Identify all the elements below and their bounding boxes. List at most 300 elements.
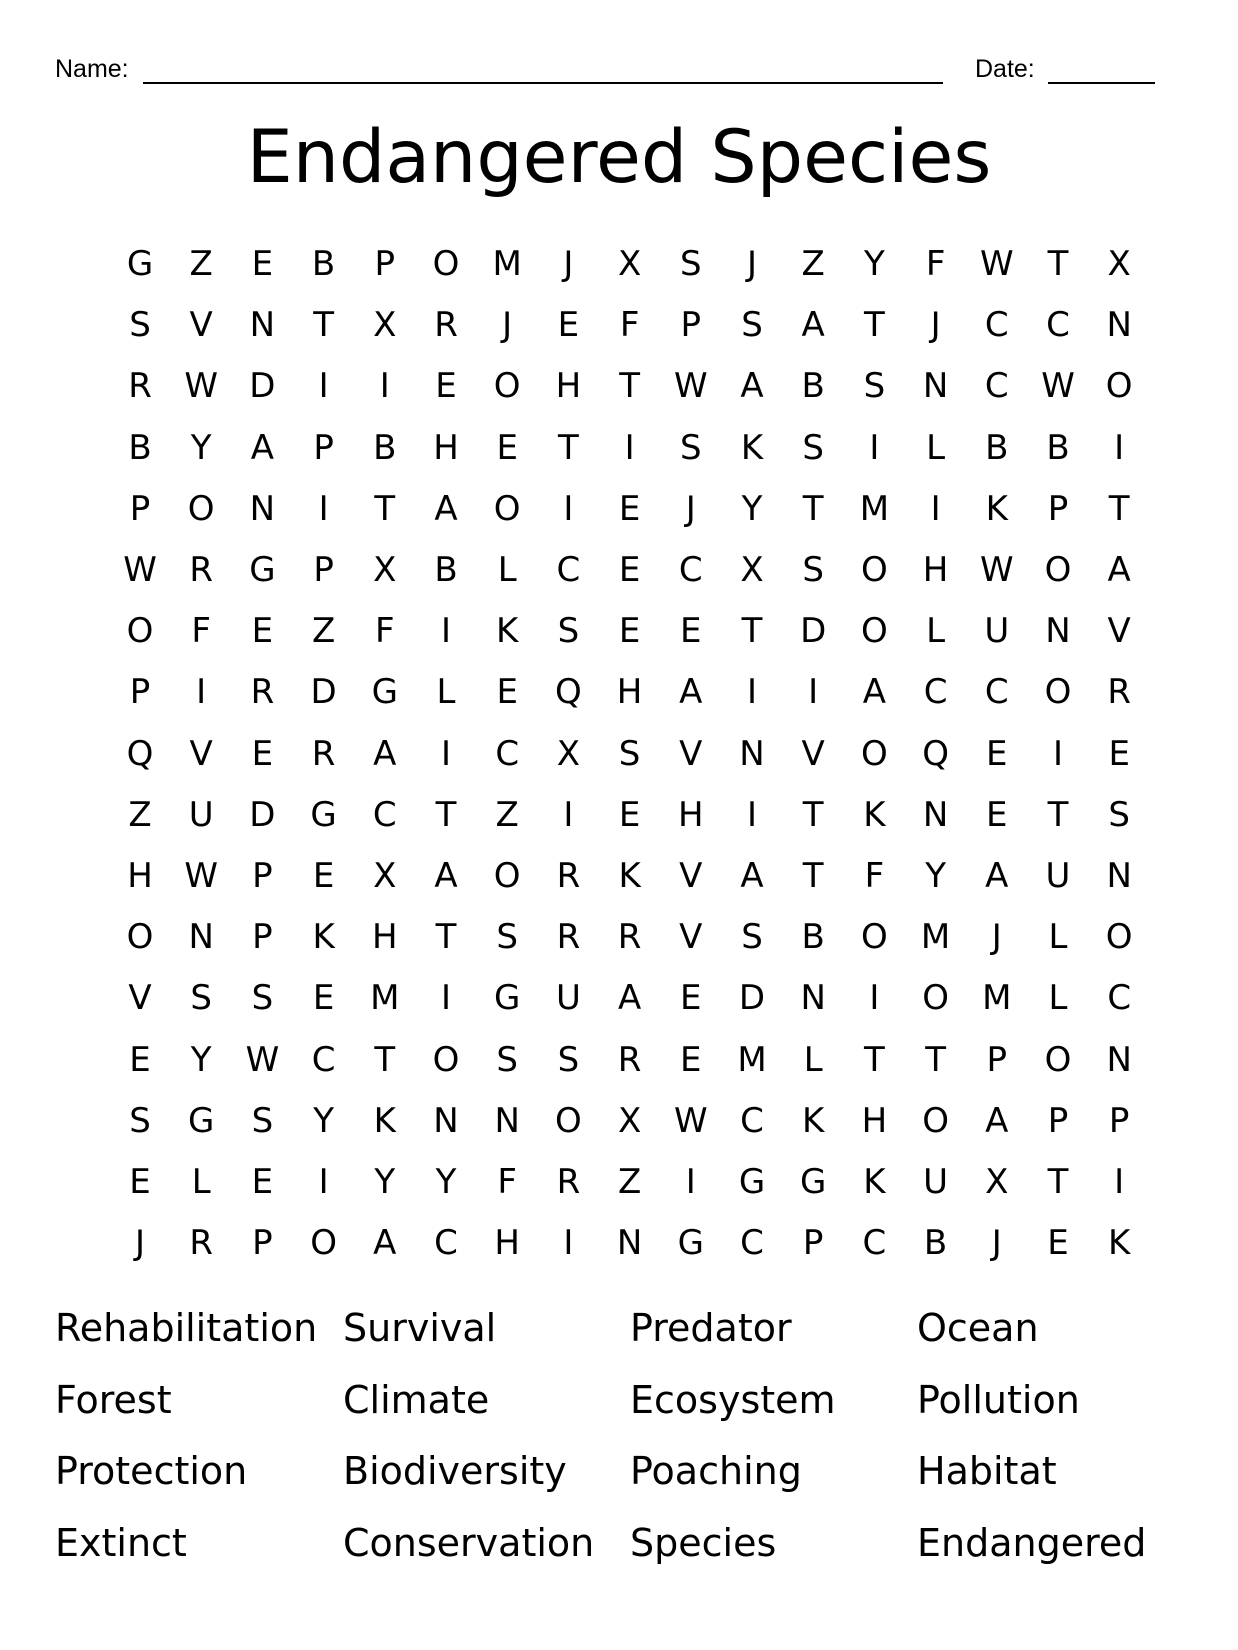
grid-letter[interactable]: B [923, 1223, 948, 1264]
grid-letter[interactable]: P [680, 305, 702, 346]
grid-letter[interactable]: T [802, 856, 824, 896]
grid-letter[interactable]: O [126, 611, 154, 652]
grid-letter[interactable]: W [1041, 366, 1075, 407]
grid-letter[interactable]: S [190, 978, 212, 1019]
grid-letter[interactable]: T [1047, 794, 1069, 835]
grid-letter[interactable]: K [618, 856, 641, 896]
grid-letter[interactable]: Z [617, 1162, 642, 1202]
grid-letter[interactable]: E [435, 366, 457, 407]
name-label: Name: [55, 55, 129, 83]
grid-letter[interactable]: O [310, 1223, 337, 1264]
grid-letter[interactable]: T [1047, 244, 1069, 284]
grid-letter[interactable]: S [802, 427, 824, 468]
grid-letter[interactable]: O [861, 611, 888, 652]
grid-letter[interactable]: R [556, 917, 581, 958]
grid-letter[interactable]: P [1047, 1100, 1069, 1141]
grid-letter[interactable]: E [618, 550, 641, 590]
grid-letter[interactable]: E [496, 427, 518, 468]
grid-letter[interactable]: K [1108, 1223, 1131, 1264]
grid-letter[interactable]: F [497, 1162, 517, 1202]
grid-letter[interactable]: E [129, 1162, 151, 1202]
grid-letter[interactable]: C [311, 1039, 336, 1080]
grid-letter[interactable]: U [984, 611, 1010, 652]
grid-letter[interactable]: Z [495, 794, 519, 835]
grid-letter[interactable]: J [502, 305, 513, 346]
grid-letter[interactable]: Y [190, 1039, 212, 1080]
grid-letter[interactable]: G [249, 550, 276, 590]
grid-letter[interactable]: E [312, 978, 335, 1019]
grid-letter[interactable]: O [1044, 1039, 1072, 1080]
grid-letter[interactable]: T [1047, 1162, 1069, 1202]
grid-letter[interactable]: Z [128, 794, 152, 835]
grid-letter[interactable]: O [493, 856, 521, 896]
grid-letter[interactable]: W [673, 1100, 708, 1141]
grid-letter[interactable]: T [802, 488, 824, 529]
grid-letter[interactable]: V [189, 305, 213, 346]
grid-letter[interactable]: V [1107, 611, 1131, 652]
grid-letter[interactable]: C [434, 1223, 458, 1264]
grid-letter[interactable]: M [859, 488, 890, 529]
grid-letter[interactable]: I [318, 488, 329, 529]
grid-letter[interactable]: K [863, 1162, 886, 1202]
word-list-item: Extinct [55, 1520, 187, 1565]
grid-letter[interactable]: D [249, 794, 276, 835]
grid-letter[interactable]: I [930, 488, 941, 529]
grid-letter[interactable]: D [249, 366, 276, 407]
grid-letter[interactable]: P [802, 1223, 824, 1264]
grid-letter[interactable]: M [370, 978, 400, 1019]
grid-letter[interactable]: E [1108, 733, 1130, 774]
grid-letter[interactable]: I [563, 1223, 574, 1264]
word-list-item: Habitat [917, 1449, 1057, 1493]
grid-letter[interactable]: G [310, 794, 337, 835]
grid-letter[interactable]: D [738, 978, 766, 1019]
grid-letter[interactable]: W [245, 1039, 280, 1080]
grid-letter[interactable]: B [434, 550, 458, 590]
grid-letter[interactable]: I [318, 366, 329, 407]
grid-letter[interactable]: S [557, 1039, 580, 1080]
grid-letter[interactable]: F [619, 305, 640, 346]
grid-letter[interactable]: F [375, 611, 395, 652]
grid-letter[interactable]: L [436, 672, 456, 713]
grid-letter[interactable]: K [496, 611, 519, 652]
grid-letter[interactable]: X [373, 550, 397, 590]
grid-letter[interactable]: U [1045, 856, 1071, 896]
grid-letter[interactable]: P [252, 1223, 273, 1264]
grid-letter[interactable]: R [556, 1162, 581, 1202]
grid-letter[interactable]: S [129, 1100, 151, 1141]
grid-letter[interactable]: E [680, 1039, 702, 1080]
grid-letter[interactable]: J [991, 1223, 1002, 1264]
grid-letter[interactable]: D [310, 672, 337, 713]
grid-letter[interactable]: C [678, 550, 703, 590]
grid-letter[interactable]: P [313, 427, 334, 468]
grid-letter[interactable]: C [862, 1223, 887, 1264]
grid-letter[interactable]: T [374, 1039, 396, 1080]
grid-letter[interactable]: B [1046, 427, 1070, 468]
word-list-item: Pollution [917, 1377, 1080, 1422]
grid-letter[interactable]: C [923, 672, 948, 713]
grid-letter[interactable]: S [251, 1100, 274, 1141]
grid-letter[interactable]: F [191, 611, 211, 652]
grid-letter[interactable]: B [801, 917, 825, 958]
grid-letter[interactable]: O [861, 550, 888, 590]
grid-letter[interactable]: J [563, 244, 574, 284]
grid-letter[interactable]: C [740, 1100, 764, 1141]
grid-letter[interactable]: Q [126, 733, 154, 774]
grid-letter[interactable]: T [558, 427, 579, 468]
grid-letter[interactable]: N [1045, 611, 1071, 652]
grid-letter[interactable]: A [434, 488, 458, 529]
grid-letter[interactable]: O [861, 917, 888, 958]
grid-letter[interactable]: Y [435, 1162, 457, 1202]
grid-letter[interactable]: N [922, 366, 949, 407]
grid-letter[interactable]: N [739, 733, 765, 774]
grid-letter[interactable]: X [373, 856, 397, 896]
page-title: Endangered Species [246, 115, 992, 200]
grid-letter[interactable]: O [861, 733, 888, 774]
grid-letter[interactable]: O [1105, 917, 1133, 958]
grid-letter[interactable]: E [986, 733, 1008, 774]
grid-letter[interactable]: A [862, 672, 887, 713]
grid-letter[interactable]: I [746, 672, 758, 713]
grid-letter[interactable]: H [678, 794, 704, 835]
grid-letter[interactable]: L [926, 427, 946, 468]
word-list-item: Survival [343, 1306, 497, 1350]
grid-letter[interactable]: E [251, 244, 274, 284]
grid-letter[interactable]: Z [189, 244, 213, 284]
grid-letter[interactable]: O [126, 917, 154, 958]
grid-letter[interactable]: A [373, 1223, 397, 1264]
grid-letter[interactable]: K [740, 427, 764, 468]
grid-letter[interactable]: I [1114, 1162, 1125, 1202]
grid-letter[interactable]: P [252, 856, 273, 896]
grid-letter[interactable]: V [128, 978, 152, 1019]
grid-letter[interactable]: I [440, 733, 452, 774]
grid-letter[interactable]: L [191, 1162, 211, 1202]
grid-letter[interactable]: T [435, 794, 457, 835]
word-list-item: Protection [55, 1449, 248, 1493]
grid-letter[interactable]: G [494, 978, 521, 1019]
grid-letter[interactable]: G [371, 672, 398, 713]
grid-letter[interactable]: B [311, 244, 336, 284]
grid-letter[interactable]: S [741, 917, 763, 958]
grid-letter[interactable]: R [128, 366, 152, 407]
grid-letter[interactable]: I [563, 488, 574, 529]
grid-letter[interactable]: A [801, 305, 825, 346]
grid-letter[interactable]: K [863, 794, 886, 835]
grid-letter[interactable]: A [1107, 550, 1131, 590]
grid-letter[interactable]: N [249, 305, 276, 346]
grid-letter[interactable]: N [800, 978, 826, 1019]
grid-letter[interactable]: I [196, 672, 207, 713]
grid-letter[interactable]: Y [313, 1100, 334, 1141]
grid-letter[interactable]: L [926, 611, 946, 652]
grid-letter[interactable]: N [1106, 856, 1132, 896]
grid-letter[interactable]: R [617, 1039, 642, 1080]
grid-letter[interactable]: G [188, 1100, 215, 1141]
grid-letter[interactable]: E [680, 978, 702, 1019]
grid-letter[interactable]: C [984, 305, 1009, 346]
grid-letter[interactable]: C [1107, 978, 1132, 1019]
grid-letter[interactable]: R [434, 305, 458, 346]
grid-letter[interactable]: W [979, 550, 1014, 590]
grid-letter[interactable]: R [189, 1223, 213, 1264]
grid-letter[interactable]: M [492, 244, 522, 284]
grid-letter[interactable]: Y [864, 244, 885, 284]
grid-letter[interactable]: S [802, 550, 824, 590]
grid-letter[interactable]: X [617, 1100, 642, 1141]
grid-letter[interactable]: S [557, 611, 580, 652]
grid-letter[interactable]: A [985, 1100, 1009, 1141]
grid-letter[interactable]: N [249, 488, 276, 529]
grid-letter[interactable]: E [557, 305, 580, 346]
grid-letter[interactable]: R [617, 917, 642, 958]
grid-letter[interactable]: C [1046, 305, 1070, 346]
grid-letter[interactable]: P [1108, 1100, 1130, 1141]
grid-letter[interactable]: H [922, 550, 949, 590]
grid-letter[interactable]: S [1108, 794, 1130, 835]
grid-letter[interactable]: A [679, 672, 703, 713]
grid-letter[interactable]: Y [190, 427, 212, 468]
grid-letter[interactable]: I [379, 366, 390, 407]
grid-letter[interactable]: E [618, 488, 641, 529]
grid-letter[interactable]: H [616, 672, 643, 713]
grid-letter[interactable]: K [312, 917, 335, 958]
grid-letter[interactable]: E [251, 1162, 274, 1202]
grid-letter[interactable]: B [128, 427, 152, 468]
grid-letter[interactable]: C [984, 672, 1009, 713]
grid-letter[interactable]: T [864, 1039, 885, 1080]
grid-letter[interactable]: J [134, 1223, 146, 1264]
grid-letter[interactable]: H [494, 1223, 520, 1264]
grid-letter[interactable]: X [617, 244, 642, 284]
grid-letter[interactable]: O [922, 978, 949, 1019]
grid-letter[interactable]: R [1107, 672, 1131, 713]
grid-letter[interactable]: S [680, 427, 702, 468]
grid-letter[interactable]: O [922, 1100, 949, 1141]
grid-letter[interactable]: I [869, 978, 880, 1019]
grid-letter[interactable]: L [1048, 917, 1068, 958]
grid-letter[interactable]: S [680, 244, 702, 284]
grid-letter[interactable]: Y [741, 488, 763, 529]
grid-letter[interactable]: X [373, 305, 397, 346]
grid-letter[interactable]: M [920, 917, 951, 958]
grid-letter[interactable]: O [1044, 550, 1072, 590]
grid-letter[interactable]: V [801, 733, 825, 774]
grid-letter[interactable]: A [617, 978, 642, 1019]
grid-letter[interactable]: X [1107, 244, 1131, 284]
grid-letter[interactable]: E [312, 856, 335, 896]
grid-letter[interactable]: K [802, 1100, 825, 1141]
grid-letter[interactable]: J [685, 488, 696, 529]
grid-letter[interactable]: N [433, 1100, 459, 1141]
grid-letter[interactable]: H [861, 1100, 888, 1141]
grid-letter[interactable]: G [677, 1223, 704, 1264]
grid-letter[interactable]: O [1105, 366, 1133, 407]
grid-letter[interactable]: I [869, 427, 880, 468]
grid-letter[interactable]: I [440, 611, 452, 652]
grid-letter[interactable]: C [984, 366, 1009, 407]
grid-letter[interactable]: I [318, 1162, 329, 1202]
grid-letter[interactable]: B [985, 427, 1009, 468]
grid-letter[interactable]: N [494, 1100, 520, 1141]
grid-letter[interactable]: P [313, 550, 334, 590]
grid-letter[interactable]: O [432, 1039, 460, 1080]
grid-letter[interactable]: T [619, 366, 640, 407]
grid-letter[interactable]: V [679, 917, 703, 958]
grid-letter[interactable]: U [555, 978, 581, 1019]
grid-letter[interactable]: S [129, 305, 151, 346]
grid-letter[interactable]: X [740, 550, 764, 590]
grid-letter[interactable]: O [1044, 672, 1072, 713]
grid-letter[interactable]: A [434, 856, 458, 896]
grid-letter[interactable]: U [188, 794, 214, 835]
grid-letter[interactable]: P [374, 244, 396, 284]
grid-letter[interactable]: F [864, 856, 885, 896]
grid-letter[interactable]: C [372, 794, 397, 835]
grid-letter[interactable]: B [373, 427, 397, 468]
grid-letter[interactable]: J [991, 917, 1002, 958]
grid-letter[interactable]: G [738, 1162, 766, 1202]
grid-letter[interactable]: Y [925, 856, 946, 896]
grid-letter[interactable]: R [250, 672, 275, 713]
word-list-item: Ecosystem [630, 1377, 836, 1422]
grid-letter[interactable]: S [618, 733, 641, 774]
grid-letter[interactable]: R [556, 856, 581, 896]
word-list-item: Poaching [630, 1449, 802, 1493]
grid-letter[interactable]: J [930, 305, 941, 346]
grid-letter[interactable]: E [1047, 1223, 1069, 1264]
grid-letter[interactable]: M [982, 978, 1012, 1019]
grid-letter[interactable]: A [985, 856, 1009, 896]
grid-letter[interactable]: O [187, 488, 215, 529]
grid-letter[interactable]: S [741, 305, 763, 346]
grid-letter[interactable]: K [985, 488, 1008, 529]
grid-letter[interactable]: G [126, 244, 154, 284]
grid-letter[interactable]: W [184, 856, 218, 896]
grid-letter[interactable]: I [563, 794, 574, 835]
grid-letter[interactable]: N [616, 1223, 643, 1264]
grid-letter[interactable]: E [129, 1039, 151, 1080]
grid-letter[interactable]: T [741, 611, 763, 652]
grid-letter[interactable]: M [737, 1039, 767, 1080]
grid-letter[interactable]: P [986, 1039, 1008, 1080]
grid-letter[interactable]: V [189, 733, 213, 774]
grid-letter[interactable]: E [618, 794, 641, 835]
grid-letter[interactable]: H [372, 917, 398, 958]
grid-letter[interactable]: P [129, 672, 151, 713]
grid-letter[interactable]: L [497, 550, 517, 590]
grid-letter[interactable]: E [251, 611, 274, 652]
grid-letter[interactable]: O [555, 1100, 582, 1141]
grid-letter[interactable]: A [740, 856, 764, 896]
grid-letter[interactable]: P [129, 488, 151, 529]
grid-letter[interactable]: S [863, 366, 886, 407]
grid-letter[interactable]: B [801, 366, 825, 407]
grid-letter[interactable]: N [1106, 1039, 1132, 1080]
grid-letter[interactable]: N [1106, 305, 1132, 346]
grid-letter[interactable]: T [435, 917, 457, 958]
grid-letter[interactable]: T [802, 794, 824, 835]
grid-letter[interactable]: S [496, 917, 518, 958]
grid-letter[interactable]: S [251, 978, 274, 1019]
grid-letter[interactable]: S [496, 1039, 518, 1080]
grid-letter[interactable]: I [440, 978, 452, 1019]
grid-letter[interactable]: O [493, 366, 521, 407]
grid-letter[interactable]: O [432, 244, 460, 284]
grid-letter[interactable]: X [556, 733, 581, 774]
grid-letter[interactable]: F [925, 244, 946, 284]
grid-letter[interactable]: W [184, 366, 218, 407]
grid-letter[interactable]: E [251, 733, 274, 774]
grid-letter[interactable]: Y [374, 1162, 396, 1202]
grid-letter[interactable]: O [493, 488, 521, 529]
grid-letter[interactable]: E [986, 794, 1008, 835]
grid-letter[interactable]: I [746, 794, 758, 835]
grid-letter[interactable]: P [1047, 488, 1069, 529]
grid-letter[interactable]: A [373, 733, 397, 774]
grid-letter[interactable]: U [923, 1162, 949, 1202]
grid-letter[interactable]: L [803, 1039, 823, 1080]
grid-letter[interactable]: H [127, 856, 153, 896]
grid-letter[interactable]: W [673, 366, 708, 407]
grid-letter[interactable]: T [925, 1039, 946, 1080]
grid-letter[interactable]: Q [555, 672, 582, 713]
grid-letter[interactable]: V [679, 733, 703, 774]
grid-letter[interactable]: L [1048, 978, 1068, 1019]
grid-letter[interactable]: T [864, 305, 885, 346]
grid-letter[interactable]: V [679, 856, 703, 896]
grid-letter[interactable]: H [555, 366, 582, 407]
grid-letter[interactable]: N [188, 917, 214, 958]
word-list-item: Predator [630, 1306, 792, 1350]
grid-letter[interactable]: I [808, 672, 819, 713]
grid-letter[interactable]: I [1114, 427, 1125, 468]
grid-letter[interactable]: K [373, 1100, 396, 1141]
grid-letter[interactable]: T [374, 488, 396, 529]
grid-letter[interactable]: A [250, 427, 275, 468]
grid-letter[interactable]: C [740, 1223, 764, 1264]
grid-letter[interactable]: W [979, 244, 1014, 284]
grid-letter[interactable]: P [252, 917, 273, 958]
grid-letter[interactable]: T [313, 305, 334, 346]
grid-letter[interactable]: W [123, 550, 157, 590]
grid-letter[interactable]: Q [922, 733, 949, 774]
grid-letter[interactable]: D [800, 611, 827, 652]
grid-letter[interactable]: Z [801, 244, 825, 284]
grid-letter[interactable]: Z [311, 611, 336, 652]
grid-letter[interactable]: I [624, 427, 635, 468]
grid-letter[interactable]: I [685, 1162, 696, 1202]
grid-letter[interactable]: N [922, 794, 949, 835]
grid-letter[interactable]: I [1052, 733, 1064, 774]
grid-letter[interactable]: E [618, 611, 641, 652]
grid-letter[interactable]: T [1108, 488, 1130, 529]
grid-letter[interactable]: E [680, 611, 702, 652]
grid-letter[interactable]: R [311, 733, 336, 774]
grid-letter[interactable]: E [496, 672, 518, 713]
grid-letter[interactable]: G [800, 1162, 827, 1202]
grid-letter[interactable]: A [740, 366, 764, 407]
grid-letter[interactable]: H [433, 427, 459, 468]
grid-letter[interactable]: C [556, 550, 581, 590]
grid-letter[interactable]: X [985, 1162, 1009, 1202]
grid-letter[interactable]: R [189, 550, 213, 590]
grid-letter[interactable]: J [746, 244, 758, 284]
grid-letter[interactable]: C [495, 733, 520, 774]
word-list-item: Endangered [917, 1520, 1147, 1565]
